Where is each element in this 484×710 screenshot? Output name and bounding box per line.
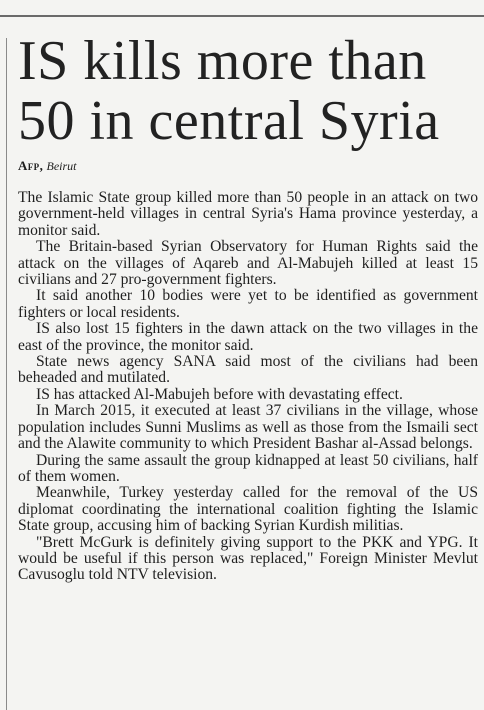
article-body bbox=[18, 190, 478, 584]
paragraph-7: In March 2015, it executed at least 37 civilians in the village, whose population includes Sunni Muslims as well as those from the Ismaili sect and the Alawite community to which President Bashar al-Assad belongs. bbox=[18, 402, 478, 453]
paragraph-6: IS has attacked Al-Mabujeh before with devastating effect. bbox=[36, 385, 403, 403]
byline bbox=[18, 158, 76, 174]
paragraph-8: During the same assault the group kidnapped at least 50 civilians, half of them women. bbox=[18, 451, 478, 485]
paragraph-5: State news agency SANA said most of the civilians had been beheaded and mutilated. bbox=[18, 353, 478, 387]
article-headline bbox=[18, 31, 484, 151]
byline-agency: Afp, bbox=[18, 158, 44, 173]
headline-line-1: IS kills more than bbox=[18, 30, 427, 92]
left-column-rule bbox=[6, 38, 7, 710]
paragraph-1: The Islamic State group killed more than 50 people in an attack on two government-held villages in central Syria's Hama province yesterday, a monitor said. bbox=[18, 189, 478, 239]
byline-city: Beirut bbox=[46, 159, 77, 173]
paragraph-4: IS also lost 15 fighters in the dawn attack on the two villages in the east of the province, the monitor said. bbox=[18, 320, 478, 354]
paragraph-10: "Brett McGurk is definitely giving support to the PKK and YPG. It would be useful if this person was replaced," Foreign Minister Mevlut Cavusoglu told NTV television. bbox=[18, 533, 478, 584]
paragraph-9: Meanwhile, Turkey yesterday called for the removal of the US diplomat coordinating the international coalition fighting the Islamic State group, accusing him of backing Syrian Kurdish militias. bbox=[18, 484, 478, 535]
paragraph-3: It said another 10 bodies were yet to be identified as government fighters or local residents. bbox=[18, 287, 478, 321]
paragraph-2: The Britain-based Syrian Observatory for Human Rights said the attack on the villages of Aqareb and Al-Mabujeh killed at least 15 civilians and 27 pro-government fighters. bbox=[18, 238, 478, 289]
top-column-rule bbox=[0, 15, 484, 17]
headline-line-2: 50 in central Syria bbox=[18, 90, 440, 152]
